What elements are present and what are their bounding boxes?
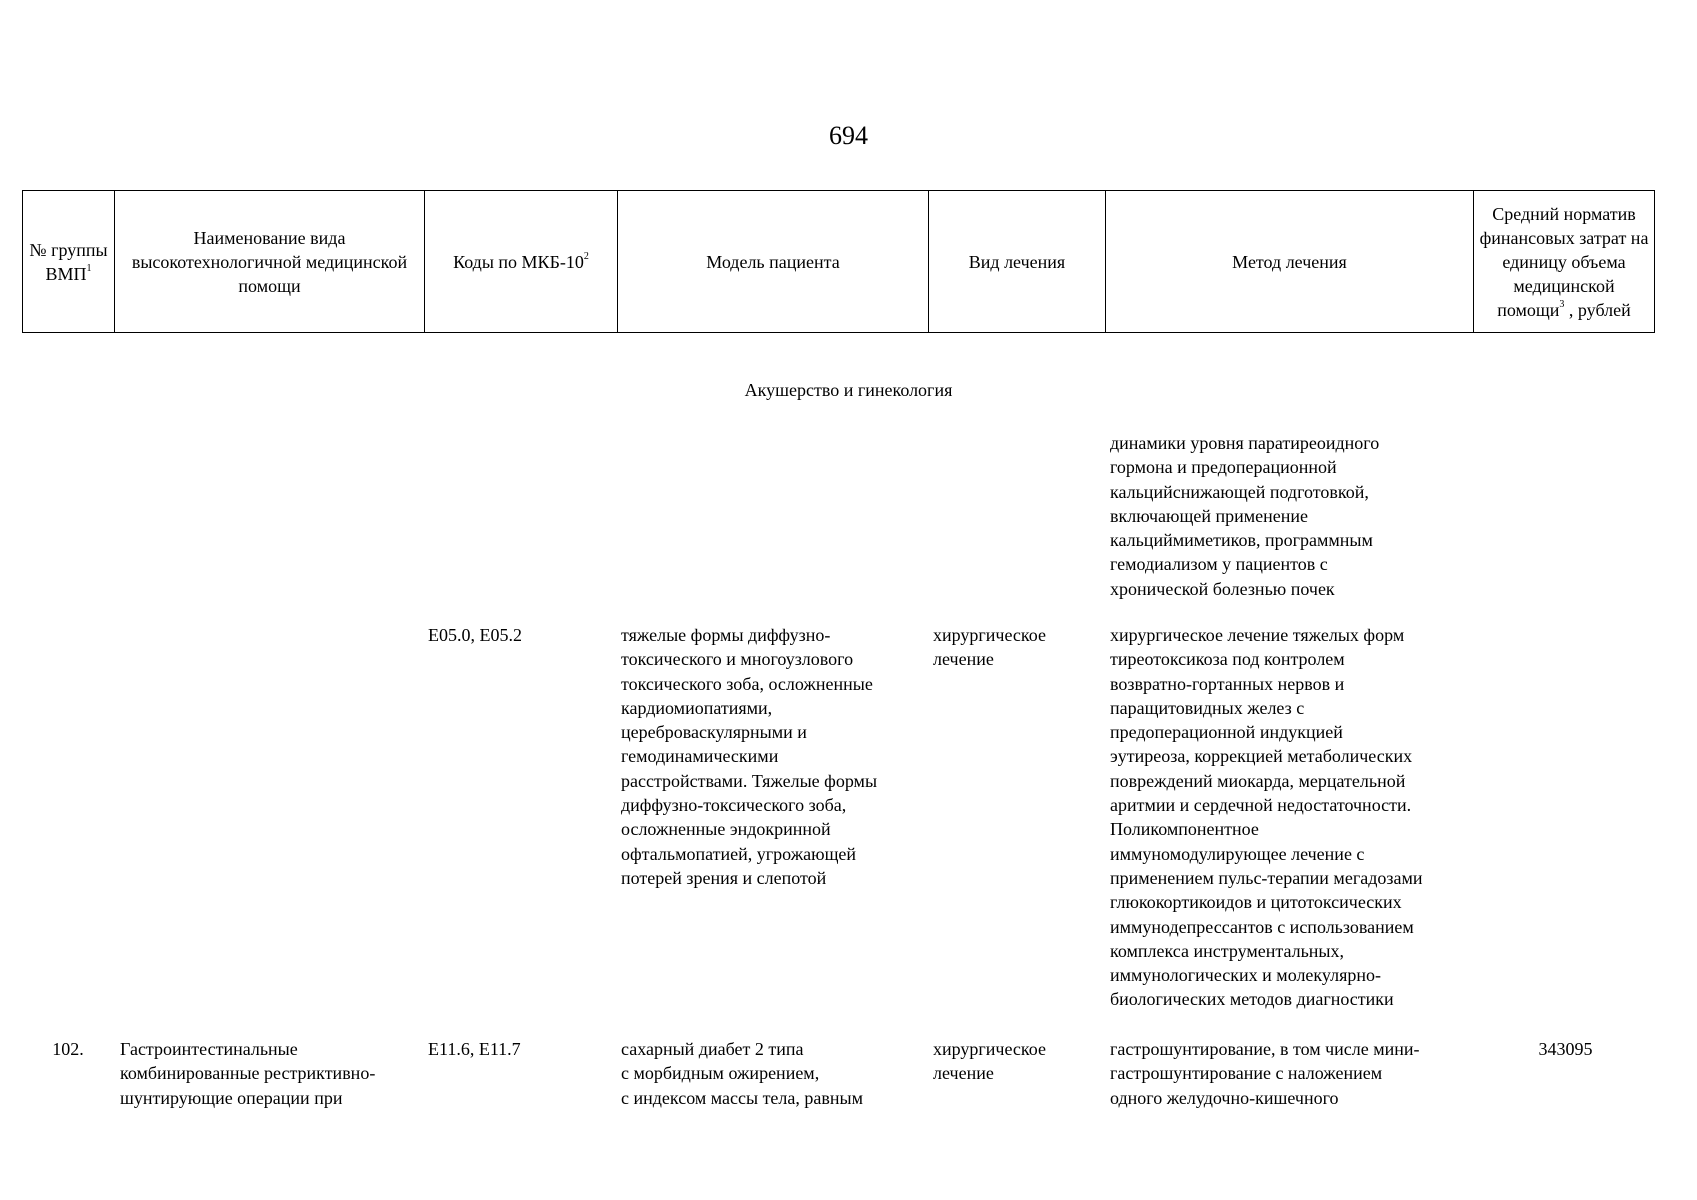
row-patient-model: тяжелые формы диффузно- токсического и многоузлового токсического зоба, осложненные кардиомиопатиями, цереброваскулярными и гемодинамическими расстройствами. Тяжелые формы диффузно-токсического зоба, осложненные эндокринной офтальмопатией, угрожающей потерей зрения и слепотой — [621, 625, 878, 888]
header-group-number: № группы ВМП$^1$ — [23, 191, 115, 333]
row-continuation-method: динамики уровня паратиреоидного гормона и предоперационной кальцийснижающей подготовкой, включающей применение кальциймиметиков, программным гемодиализом у пациентов с хронической болезнью почек — [1110, 433, 1380, 599]
header-treatment-method: Метод лечения — [1106, 191, 1474, 333]
header-patient-model: Модель пациента — [618, 191, 929, 333]
row-group-number: 102. — [52, 1039, 84, 1059]
row-icd-codes: E11.6, E11.7 — [428, 1039, 521, 1059]
page-number: 694 — [829, 121, 868, 150]
row-icd-codes: E05.0, E05.2 — [428, 625, 522, 645]
row-average-cost: 343095 — [1538, 1039, 1593, 1059]
header-care-type-name: Наименование вида высокотехнологичной медицинской помощи — [115, 191, 425, 333]
section-title: Акушерство и гинекология — [744, 380, 953, 400]
header-icd-codes: Коды по МКБ-$10^2$ — [425, 191, 618, 333]
table-header — [22, 190, 1655, 333]
header-average-cost: Средний норматив финансовых затрат на единицу объема медицинской помощи$^3$ , рублей — [1474, 191, 1655, 333]
row-care-type-name: Гастроинтестинальные комбинированные рестриктивно- шунтирующие операции при — [120, 1039, 376, 1108]
row-treatment-method: гастрошунтирование, в том числе мини- гастрошунтирование с наложением одного желудочно-кишечного — [1110, 1039, 1420, 1108]
row-patient-model: сахарный диабет 2 типа с морбидным ожирением, с индексом массы тела, равным — [621, 1039, 863, 1108]
row-treatment-type: хирургическое лечение — [933, 625, 1046, 670]
row-treatment-method: хирургическое лечение тяжелых форм тиреотоксикоза под контролем возвратно-гортанных нервов и паращитовидных желез с предоперационной индукцией эутиреоза, коррекцией метаболических повреждений миокарда, мерцательной аритмии и сердечной недостаточности. Поликомпонентное иммуномодулирующее лечение с применением пульс-терапии мегадозами глюкокортикоидов и цитотоксических иммунодепрессантов с использованием комплекса инструментальных, иммунологических и молекулярно- биологических методов диагностики — [1110, 625, 1423, 1010]
row-treatment-type: хирургическое лечение — [933, 1039, 1046, 1084]
header-treatment-type: Вид лечения — [929, 191, 1106, 333]
